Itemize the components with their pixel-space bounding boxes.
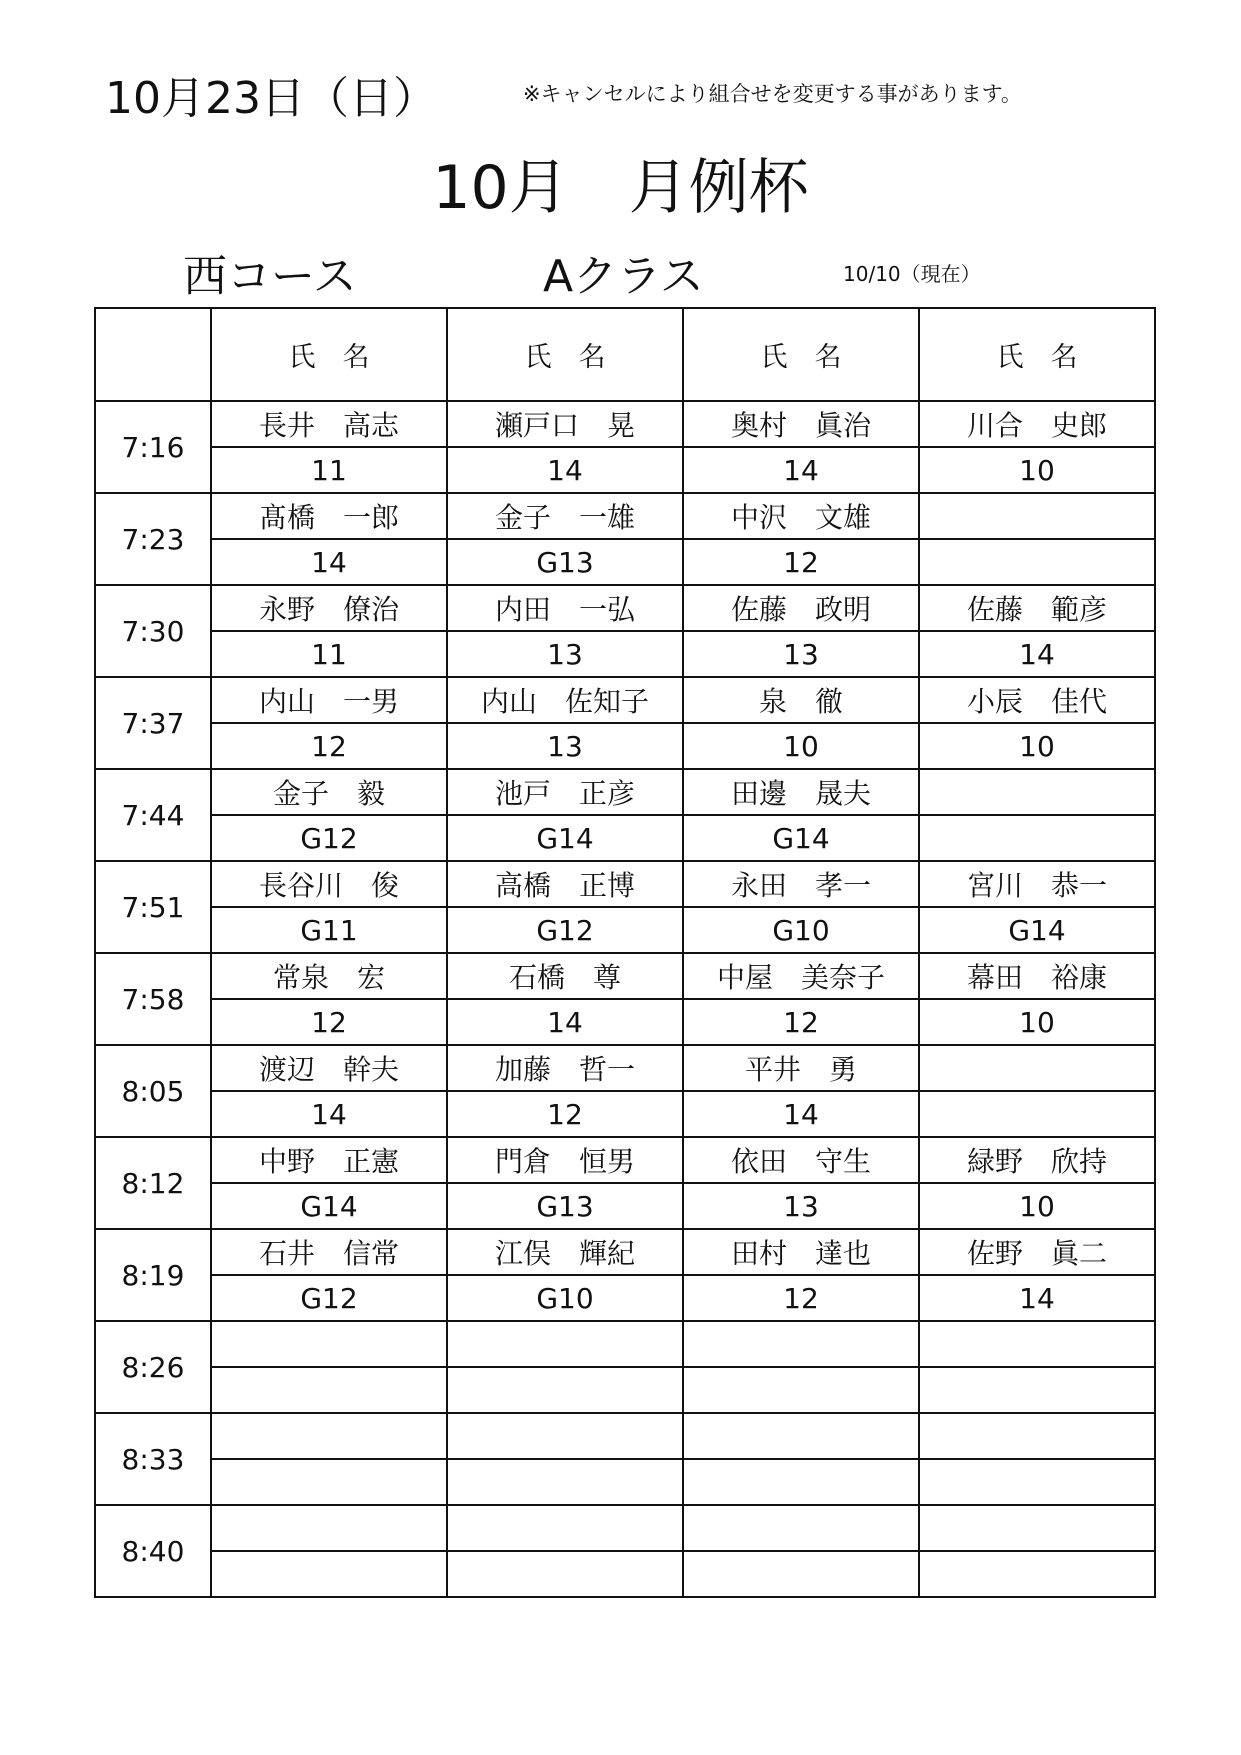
tee-time: 8:33 [95,1413,211,1505]
tee-time: 7:51 [95,861,211,953]
player-name: 永野 僚治 [211,585,447,631]
player-handicap: 13 [447,723,683,769]
name-column-header: 氏 名 [211,308,447,401]
player-handicap: 11 [211,631,447,677]
player-name: 佐藤 範彦 [919,585,1155,631]
player-name: 田村 達也 [683,1229,919,1275]
player-name [211,1413,447,1459]
table-row [95,1459,1155,1505]
player-handicap: 12 [211,723,447,769]
player-name: 加藤 哲一 [447,1045,683,1091]
player-handicap: 12 [211,999,447,1045]
table-row [95,539,1155,585]
player-name [683,1505,919,1551]
player-handicap: G13 [447,1183,683,1229]
player-handicap: 14 [919,1275,1155,1321]
player-name [211,1321,447,1367]
player-handicap: 10 [683,723,919,769]
table-row [95,401,1155,447]
player-name [211,1505,447,1551]
table-row [95,723,1155,769]
table-row [95,1045,1155,1091]
player-handicap: G12 [211,815,447,861]
player-handicap: 14 [211,539,447,585]
table-row [95,585,1155,631]
page-title: 10月 月例杯 [432,153,809,223]
tee-time: 7:58 [95,953,211,1045]
tee-time: 7:30 [95,585,211,677]
table-row [95,1229,1155,1275]
player-name: 泉 徹 [683,677,919,723]
player-name: 平井 勇 [683,1045,919,1091]
player-name: 門倉 恒男 [447,1137,683,1183]
course-name: 西コース [183,251,357,302]
table-row [95,631,1155,677]
class-name: Aクラス [543,251,704,302]
player-name: 内山 一男 [211,677,447,723]
player-handicap: G14 [447,815,683,861]
player-handicap [447,1551,683,1597]
player-handicap: G10 [683,907,919,953]
player-handicap: 14 [919,631,1155,677]
table-row [95,1505,1155,1551]
tee-time: 7:16 [95,401,211,493]
tee-time-rows [95,401,1155,1597]
player-name: 中野 正憲 [211,1137,447,1183]
player-handicap: 14 [683,1091,919,1137]
player-handicap [919,1459,1155,1505]
player-handicap: 10 [919,723,1155,769]
player-handicap: 12 [683,1275,919,1321]
player-handicap: G13 [447,539,683,585]
player-name [919,1045,1155,1091]
player-handicap [447,1367,683,1413]
player-handicap: 14 [683,447,919,493]
table-row [95,953,1155,999]
name-column-header: 氏 名 [683,308,919,401]
as-of-date: 10/10（現在） [843,262,981,286]
player-name: 緑野 欣持 [919,1137,1155,1183]
player-name: 中屋 美奈子 [683,953,919,999]
table-row [95,1413,1155,1459]
tee-time: 8:05 [95,1045,211,1137]
player-name: 江俣 輝紀 [447,1229,683,1275]
table-row [95,1275,1155,1321]
player-name: 奥村 眞治 [683,401,919,447]
player-name: 依田 守生 [683,1137,919,1183]
table-row [95,1091,1155,1137]
table-row [95,677,1155,723]
player-name [683,1413,919,1459]
table-row [95,493,1155,539]
player-name: 宮川 恭一 [919,861,1155,907]
player-name: 石橋 尊 [447,953,683,999]
player-name [919,1505,1155,1551]
player-name: 長井 高志 [211,401,447,447]
player-handicap: G12 [211,1275,447,1321]
player-handicap [211,1459,447,1505]
player-handicap [919,1551,1155,1597]
player-name: 金子 毅 [211,769,447,815]
table-row [95,999,1155,1045]
player-name: 髙橋 一郎 [211,493,447,539]
player-handicap: 14 [447,999,683,1045]
player-name: 金子 一雄 [447,493,683,539]
table-row [95,447,1155,493]
name-column-header: 氏 名 [919,308,1155,401]
player-handicap: 14 [447,447,683,493]
player-name: 常泉 宏 [211,953,447,999]
player-name: 内山 佐知子 [447,677,683,723]
player-name [919,1413,1155,1459]
name-column-header: 氏 名 [447,308,683,401]
player-name: 渡辺 幹夫 [211,1045,447,1091]
player-handicap: 10 [919,447,1155,493]
table-row [95,1137,1155,1183]
player-name: 池戸 正彦 [447,769,683,815]
player-handicap: 14 [211,1091,447,1137]
player-handicap: G14 [683,815,919,861]
player-name [447,1505,683,1551]
player-name [919,769,1155,815]
table-header-row [95,308,1155,401]
player-handicap: 10 [919,999,1155,1045]
player-name: 川合 史郎 [919,401,1155,447]
player-handicap: G14 [211,1183,447,1229]
time-column-header [95,308,211,401]
player-handicap: 13 [447,631,683,677]
tee-time: 7:23 [95,493,211,585]
player-name: 長谷川 俊 [211,861,447,907]
cancellation-notice: ※キャンセルにより組合せを変更する事があります。 [523,82,1022,106]
player-name: 内田 一弘 [447,585,683,631]
player-handicap: 10 [919,1183,1155,1229]
table-row [95,1367,1155,1413]
table-row [95,1551,1155,1597]
player-handicap [211,1367,447,1413]
player-handicap: 12 [683,999,919,1045]
player-handicap: 11 [211,447,447,493]
player-handicap: G11 [211,907,447,953]
tee-time: 8:19 [95,1229,211,1321]
table-row [95,769,1155,815]
player-name: 佐藤 政明 [683,585,919,631]
player-handicap: G12 [447,907,683,953]
player-handicap [919,815,1155,861]
player-handicap: 12 [683,539,919,585]
player-handicap: G10 [447,1275,683,1321]
player-handicap [683,1367,919,1413]
tee-time: 7:37 [95,677,211,769]
player-handicap [919,1091,1155,1137]
player-name: 石井 信常 [211,1229,447,1275]
tee-time: 8:40 [95,1505,211,1597]
player-name [447,1321,683,1367]
table-row [95,861,1155,907]
player-name: 中沢 文雄 [683,493,919,539]
player-name: 高橋 正博 [447,861,683,907]
table-row [95,1183,1155,1229]
event-date: 10月23日（日） [105,73,437,124]
player-name [447,1413,683,1459]
player-name: 幕田 裕康 [919,953,1155,999]
table-row [95,1321,1155,1367]
player-handicap: 13 [683,631,919,677]
player-handicap [211,1551,447,1597]
player-handicap: G14 [919,907,1155,953]
tee-time: 8:26 [95,1321,211,1413]
player-handicap [683,1459,919,1505]
player-name: 瀬戸口 晃 [447,401,683,447]
player-handicap: 12 [447,1091,683,1137]
player-name [919,493,1155,539]
player-handicap: 13 [683,1183,919,1229]
player-handicap [919,1367,1155,1413]
player-name: 小辰 佳代 [919,677,1155,723]
player-handicap [683,1551,919,1597]
table-row [95,815,1155,861]
player-name: 田邊 晟夫 [683,769,919,815]
table-row [95,907,1155,953]
player-name: 佐野 眞二 [919,1229,1155,1275]
tee-time-table [94,307,1156,1598]
player-name [919,1321,1155,1367]
player-name [683,1321,919,1367]
player-handicap [447,1459,683,1505]
player-name: 永田 孝一 [683,861,919,907]
player-handicap [919,539,1155,585]
tee-time: 8:12 [95,1137,211,1229]
tee-time: 7:44 [95,769,211,861]
